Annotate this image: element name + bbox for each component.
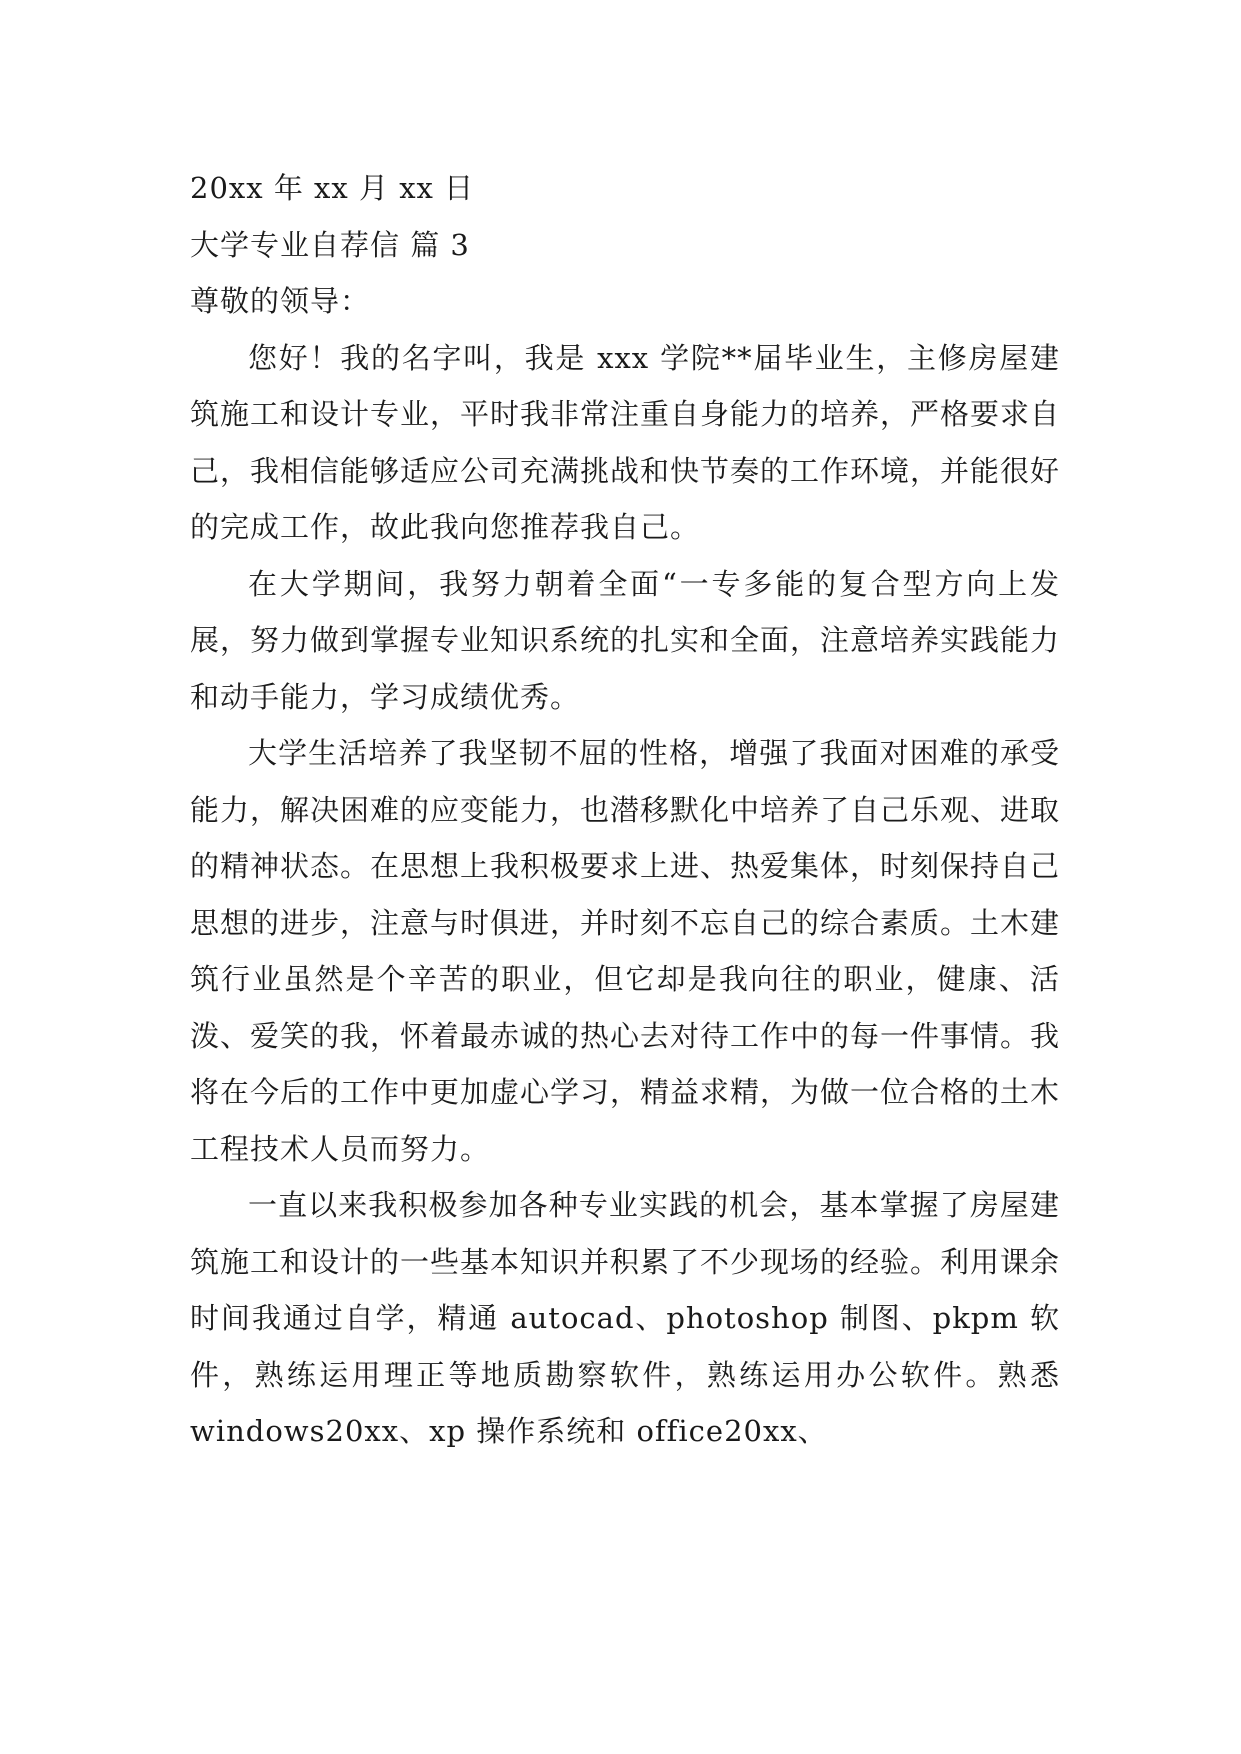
- letter-date: 20xx 年 xx 月 xx 日: [190, 171, 475, 205]
- paragraph-introduction: 您好！我的名字叫，我是 xxx 学院**届毕业生，主修房屋建筑施工和设计专业，平时我非常注重自身能力的培养，严格要求自己，我相信能够适应公司充满挑战和快节奏的工作环境，并能很好的完成工作，故此我向您推荐我自己。: [190, 340, 1061, 544]
- paragraph-practice-skills: 一直以来我积极参加各种专业实践的机会，基本掌握了房屋建筑施工和设计的一些基本知识并积累了不少现场的经验。利用课余时间我通过自学，精通 autocad、photoshop 制图、pkpm 软件，熟练运用理正等地质勘察软件，熟练运用办公软件。熟悉 windows20xx、xp 操作系统和 office20xx、: [190, 1188, 1061, 1448]
- paragraph-university-life: 大学生活培养了我坚韧不屈的性格，增强了我面对困难的承受能力，解决困难的应变能力，也潜移默化中培养了自己乐观、进取的精神状态。在思想上我积极要求上进、热爱集体，时刻保持自己思想的进步，注意与时俱进，并时刻不忘自己的综合素质。土木建筑行业虽然是个辛苦的职业，但它却是我向往的职业，健康、活泼、爱笑的我，怀着最赤诚的热心去对待工作中的每一件事情。我将在今后的工作中更加虚心学习，精益求精，为做一位合格的土木工程技术人员而努力。: [190, 736, 1061, 1166]
- paragraph-university-period: 在大学期间，我努力朝着全面“一专多能的复合型方向上发展，努力做到掌握专业知识系统的扎实和全面，注意培养实践能力和动手能力，学习成绩优秀。: [190, 566, 1061, 714]
- letter-body: [190, 160, 1060, 1460]
- letter-title: 大学专业自荐信 篇 3: [190, 227, 470, 262]
- letter-salutation: 尊敬的领导：: [190, 284, 371, 318]
